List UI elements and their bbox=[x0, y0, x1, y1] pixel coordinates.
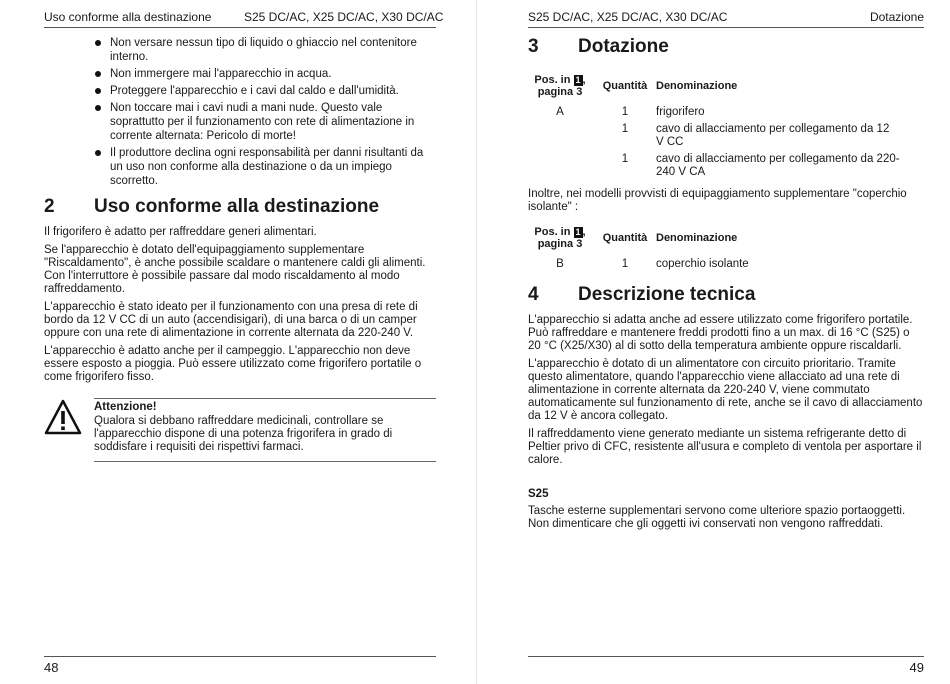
section-title: Descrizione tecnica bbox=[578, 284, 756, 305]
section-body bbox=[44, 226, 438, 389]
bullet-icon bbox=[95, 150, 101, 156]
bullet-icon bbox=[95, 71, 101, 77]
page-number: 49 bbox=[909, 660, 924, 675]
column-header-quantity: Quantità bbox=[602, 80, 648, 92]
warning-top-rule bbox=[94, 398, 436, 399]
column-header-name: Denominazione bbox=[656, 80, 738, 92]
bullet-icon bbox=[95, 40, 101, 46]
warning-text: Qualora si debbano raffreddare medicinali, controllare se l'apparecchio dispone di una potenza frigorifera in grado di soddisfare i requisiti dei rispettivi farmaci. bbox=[94, 415, 393, 453]
list-item: Non immergere mai l'apparecchio in acqua. bbox=[94, 67, 438, 81]
optional-table bbox=[526, 224, 922, 271]
running-header-model: S25 DC/AC, X25 DC/AC, X30 DC/AC bbox=[528, 10, 728, 24]
table-row: 1 cavo di allacciamento per collegamento da 12 V CC bbox=[621, 123, 890, 148]
table-row: 1 cavo di allacciamento per collegamento da 220-240 V CA bbox=[621, 153, 900, 178]
paragraph: L'apparecchio è stato ideato per il funzionamento con una presa di rete di bordo da 12 V CC di un auto (accendisigari), di una barca o di un camper oppure con una rete di alimentazione in corrente alternata da 220-240 V. bbox=[44, 301, 418, 339]
warning-triangle-icon bbox=[44, 399, 82, 435]
paragraph: L'apparecchio si adatta anche ad essere utilizzato come frigorifero portatile. Può raffreddare e mantenere freddi prodotti fino a un max. di 16 °C (S25) o 20 °C (X25/X30) al di sotto della temperatura ambiente oppure riscaldarli. bbox=[528, 314, 913, 352]
section-title: Dotazione bbox=[578, 36, 669, 57]
safety-bullet-list bbox=[94, 36, 438, 191]
contents-table bbox=[526, 72, 922, 179]
table-row: A 1 frigorifero bbox=[556, 106, 705, 118]
section-title: Uso conforme alla destinazione bbox=[94, 196, 380, 217]
header-rule bbox=[528, 27, 924, 28]
list-item: Non toccare mai i cavi nudi a mani nude. Questo vale soprattutto per il funzionamento con rete di alimentazione in corrente alternata: Pericolo di morte! bbox=[94, 101, 438, 143]
paragraph: Il raffreddamento viene generato mediante un sistema refrigerante detto di Peltier privo di CFC, resistente all'usura e completo di ventola per asportare il calore. bbox=[528, 428, 922, 466]
paragraph: L'apparecchio è dotato di un alimentatore con circuito prioritario. Tramite questo alimentatore, quando l'apparecchio viene allacciato ad una rete di alimentazione in corrente alternata da 220-240 V, viene commutato automaticamente sul funzionamento di rete, anche se il cavo di allacciamento da 12 V è ancora collegato. bbox=[528, 358, 923, 422]
footer-rule bbox=[44, 656, 436, 657]
list-item: Proteggere l'apparecchio e i cavi dal caldo e dall'umidità. bbox=[94, 84, 438, 98]
paragraph: L'apparecchio è adatto anche per il campeggio. L'apparecchio non deve essere esposto a pioggia. Può essere utilizzato come frigorifero portatile o come frigorifero fisso. bbox=[44, 345, 422, 383]
paragraph: Il frigorifero è adatto per raffreddare generi alimentari. bbox=[44, 226, 317, 238]
column-header-quantity: Quantità bbox=[602, 232, 648, 244]
table-row: B 1 coperchio isolante bbox=[556, 258, 749, 270]
figure-badge: 1 bbox=[575, 75, 581, 85]
running-header-left: Uso conforme alla destinazione bbox=[44, 10, 212, 24]
running-header-chapter: Dotazione bbox=[869, 10, 924, 24]
s25-paragraph: Tasche esterne supplementari servono come ulteriore spazio portaoggetti. Non dimenticare che gli oggetti ivi conservati non vengono raffreddati. bbox=[528, 505, 906, 530]
bullet-icon bbox=[95, 105, 101, 111]
figure-badge: 1 bbox=[575, 227, 581, 237]
page-number: 48 bbox=[44, 660, 59, 675]
column-header-position: Pos. in 1 , pagina 3 bbox=[534, 74, 586, 98]
header-rule bbox=[44, 27, 436, 28]
section-number: 3 bbox=[528, 36, 539, 57]
section-number: 2 bbox=[44, 196, 55, 217]
right-page bbox=[478, 0, 950, 684]
paragraph: Se l'apparecchio è dotato dell'equipaggiamento supplementare "Riscaldamento", è anche possibile scaldare o mantenere caldi gli alimenti. Con l'interruttore è possibile passare dal modo riscaldamento al modo raffreddamento. bbox=[44, 244, 426, 295]
warning-title: Attenzione! bbox=[94, 401, 157, 413]
list-item: Il produttore declina ogni responsabilità per danni risultanti da un uso non conforme alla destinazione o da un impiego scorretto. bbox=[94, 146, 438, 188]
bullet-icon bbox=[95, 88, 101, 94]
column-header-position: Pos. in 1 , pagina 3 bbox=[534, 226, 586, 250]
column-header-name: Denominazione bbox=[656, 232, 738, 244]
subheading: S25 bbox=[528, 488, 549, 500]
footer-rule bbox=[528, 656, 924, 657]
page-gutter bbox=[476, 0, 477, 684]
running-header-model: S25 DC/AC, X25 DC/AC, X30 DC/AC bbox=[244, 10, 444, 24]
section-body bbox=[528, 314, 924, 472]
optional-intro: Inoltre, nei modelli provvisti di equipaggiamento supplementare "coperchio isolante" : bbox=[528, 188, 907, 213]
list-item: Non versare nessun tipo di liquido o ghiaccio nel contenitore interno. bbox=[94, 36, 438, 64]
section-number: 4 bbox=[528, 284, 539, 305]
warning-bottom-rule bbox=[94, 461, 436, 462]
